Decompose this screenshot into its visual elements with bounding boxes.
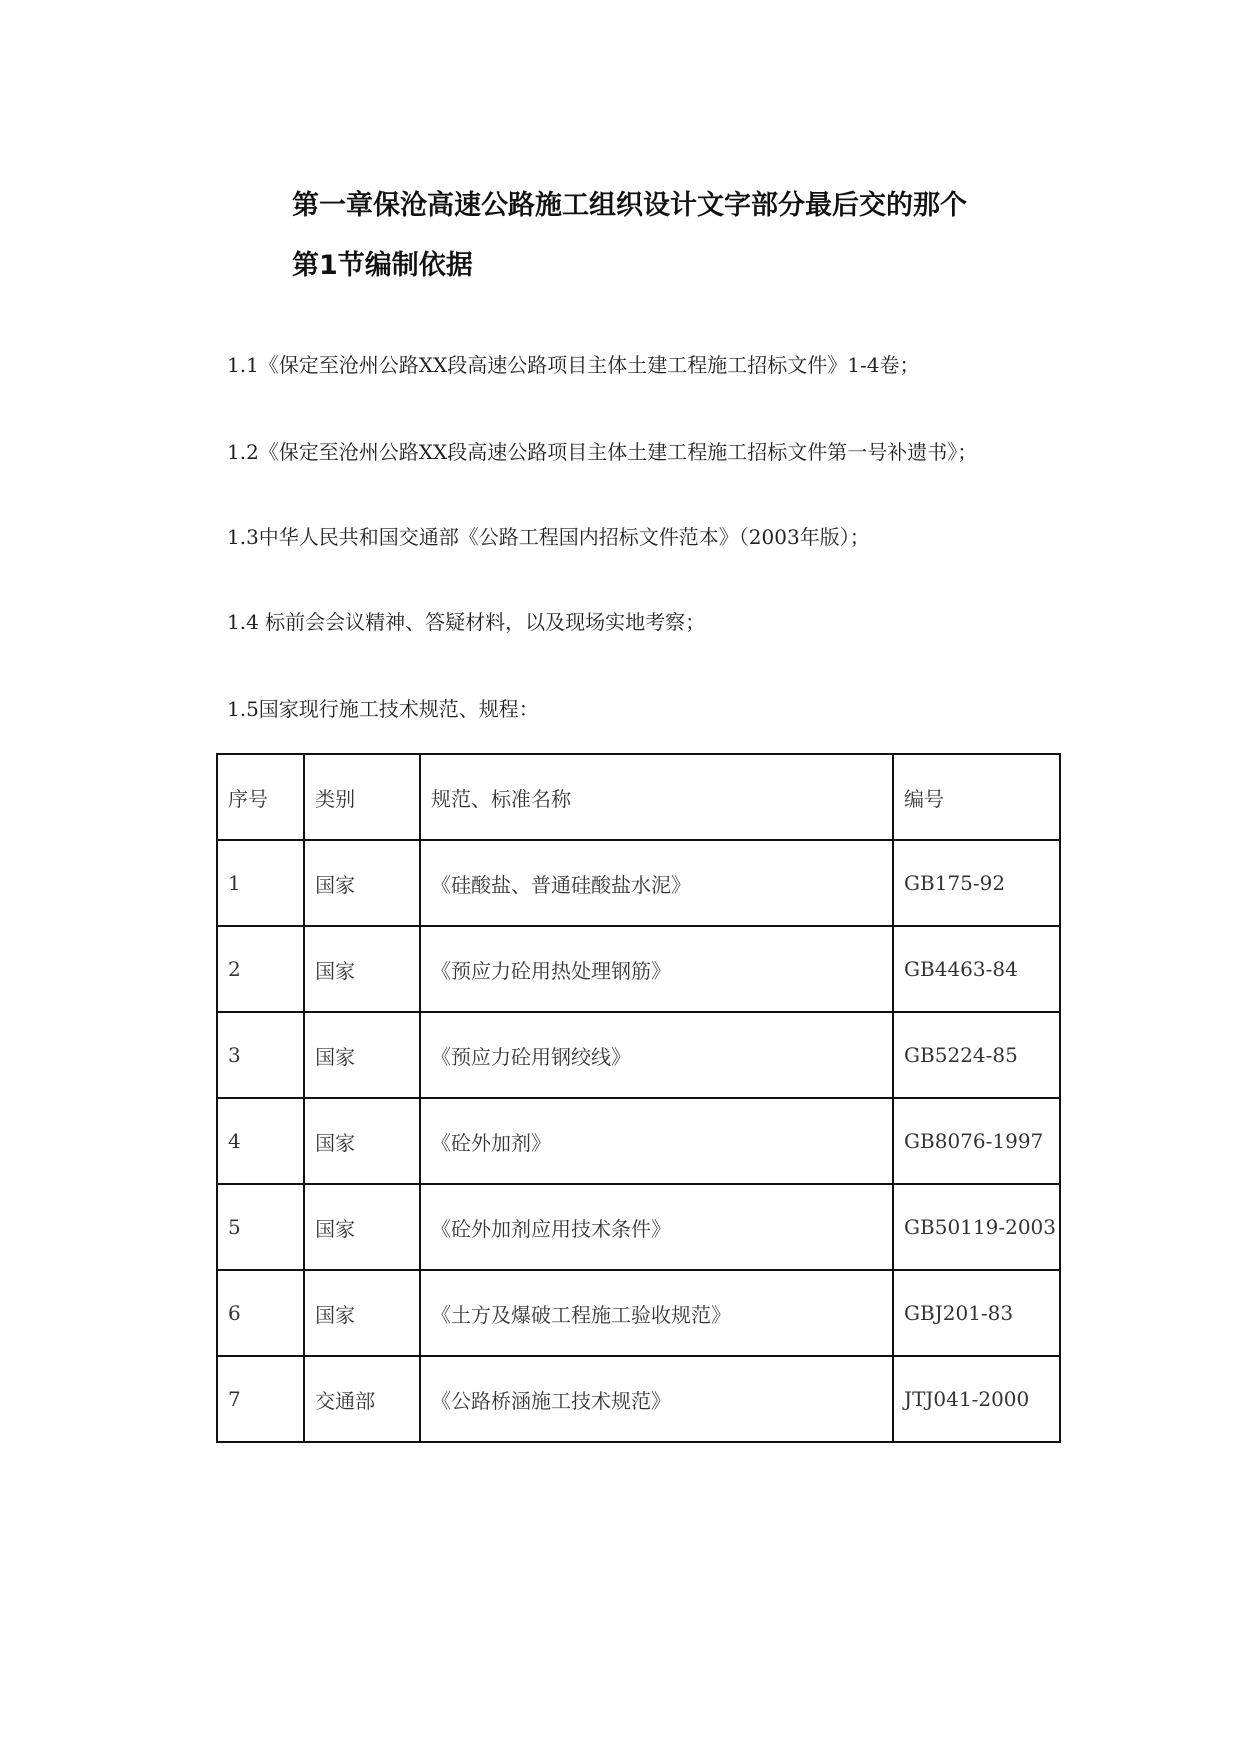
cell-code: JTJ041-2000	[893, 1356, 1060, 1442]
table-row	[217, 1270, 1060, 1356]
cell-category: 交通部	[304, 1356, 420, 1442]
header-category: 类别	[304, 754, 420, 840]
table-row	[217, 926, 1060, 1012]
standards-table	[216, 753, 1061, 1443]
cell-code: GB4463-84	[893, 926, 1060, 1012]
header-index: 序号	[217, 754, 304, 840]
cell-standard-name: 《砼外加剂应用技术条件》	[420, 1184, 893, 1270]
cell-category: 国家	[304, 840, 420, 926]
cell-index: 6	[217, 1270, 304, 1356]
cell-index: 1	[217, 840, 304, 926]
cell-standard-name: 《预应力砼用钢绞线》	[420, 1012, 893, 1098]
cell-category: 国家	[304, 1184, 420, 1270]
cell-index: 2	[217, 926, 304, 1012]
header-code: 编号	[893, 754, 1060, 840]
table-row	[217, 1098, 1060, 1184]
cell-index: 3	[217, 1012, 304, 1098]
cell-standard-name: 《预应力砼用热处理钢筋》	[420, 926, 893, 1012]
cell-standard-name: 《土方及爆破工程施工验收规范》	[420, 1270, 893, 1356]
paragraph-1-2: 1.2《保定至沧州公路XX段高速公路项目主体土建工程施工招标文件第一号补遗书》；	[227, 440, 978, 464]
cell-index: 7	[217, 1356, 304, 1442]
table-row	[217, 840, 1060, 926]
cell-code: GB8076-1997	[893, 1098, 1060, 1184]
table-row	[217, 1184, 1060, 1270]
cell-category: 国家	[304, 1012, 420, 1098]
cell-category: 国家	[304, 1098, 420, 1184]
table-row	[217, 1012, 1060, 1098]
paragraph-1-1: 1.1《保定至沧州公路XX段高速公路项目主体土建工程施工招标文件》1-4卷；	[227, 353, 920, 377]
cell-category: 国家	[304, 926, 420, 1012]
cell-standard-name: 《砼外加剂》	[420, 1098, 893, 1184]
cell-index: 5	[217, 1184, 304, 1270]
paragraph-1-4: 1.4 标前会会议精神、答疑材料，以及现场实地考察；	[227, 610, 706, 634]
chapter-title: 第一章保沧高速公路施工组织设计文字部分最后交的那个	[292, 190, 967, 221]
paragraph-1-3: 1.3中华人民共和国交通部《公路工程国内招标文件范本》（2003年版）；	[227, 525, 870, 549]
cell-standard-name: 《公路桥涵施工技术规范》	[420, 1356, 893, 1442]
cell-category: 国家	[304, 1270, 420, 1356]
paragraph-1-5: 1.5国家现行施工技术规范、规程：	[227, 697, 539, 721]
cell-code: GB50119-2003	[893, 1184, 1060, 1270]
header-standard-name: 规范、标准名称	[420, 754, 893, 840]
cell-code: GBJ201-83	[893, 1270, 1060, 1356]
section-title: 第1节编制依据	[292, 250, 473, 281]
cell-code: GB5224-85	[893, 1012, 1060, 1098]
cell-standard-name: 《硅酸盐、普通硅酸盐水泥》	[420, 840, 893, 926]
table-row	[217, 1356, 1060, 1442]
cell-index: 4	[217, 1098, 304, 1184]
table-header-row	[217, 754, 1060, 840]
cell-code: GB175-92	[893, 840, 1060, 926]
